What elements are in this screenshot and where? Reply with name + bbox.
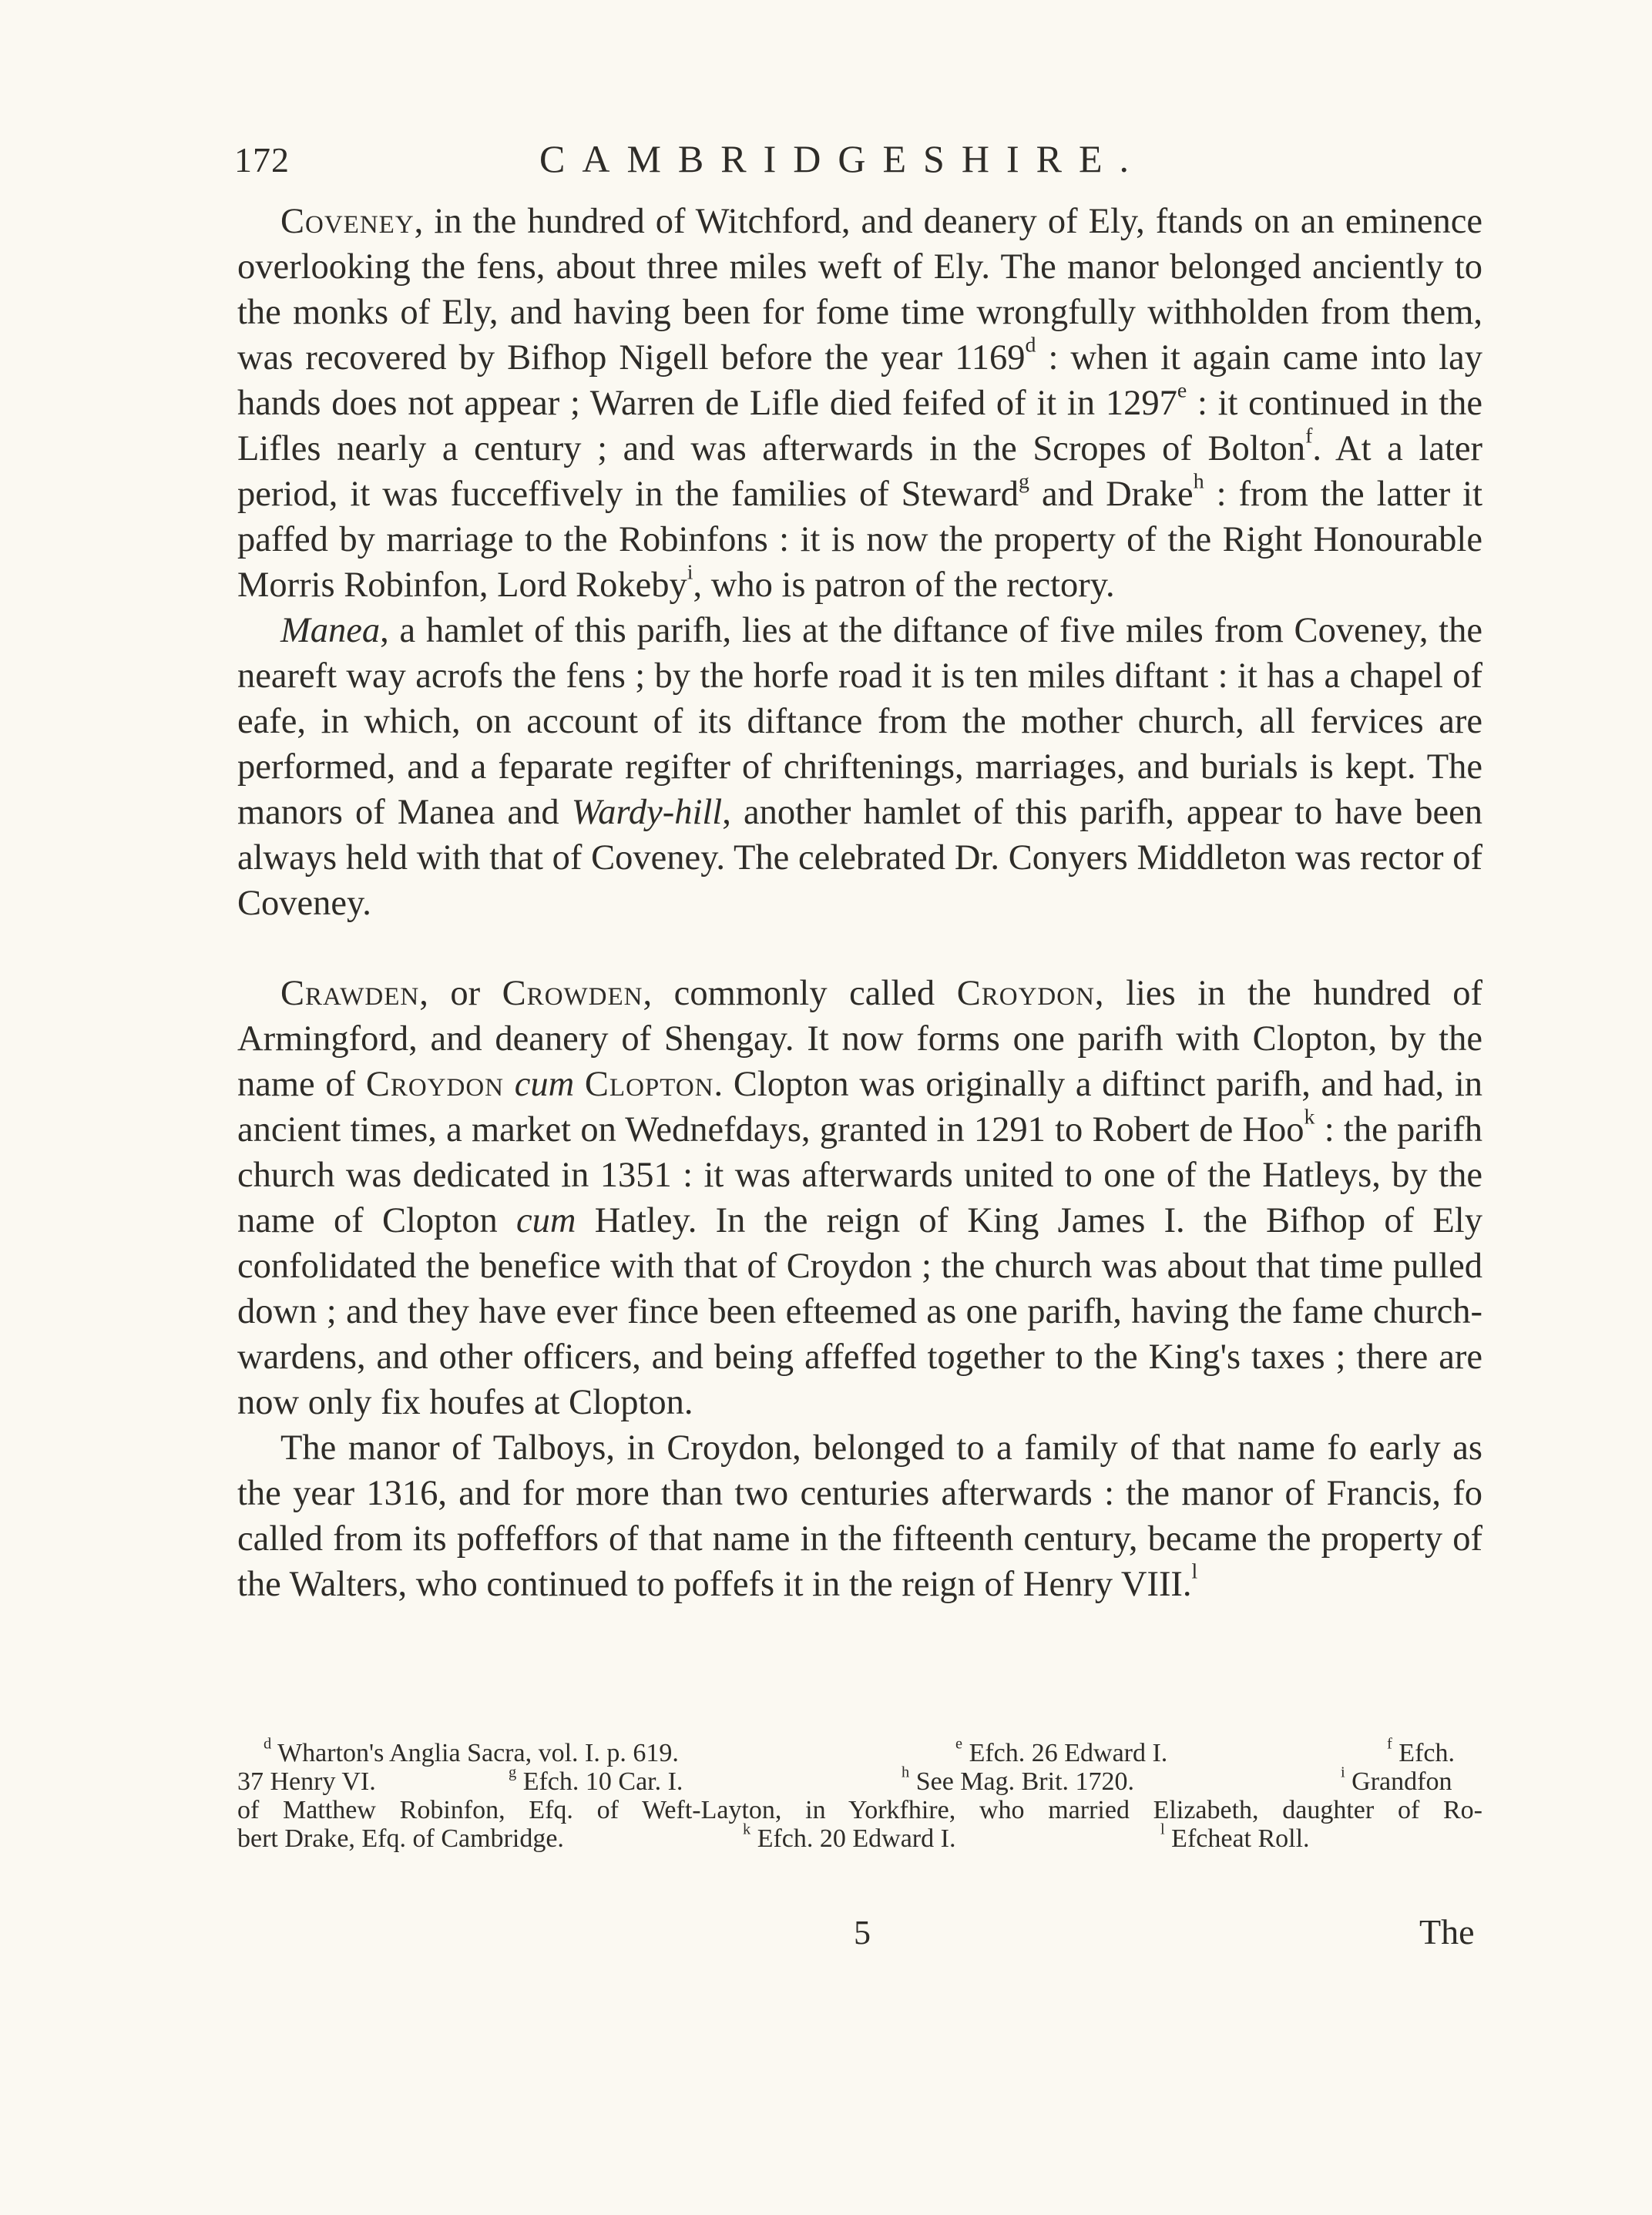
footnote-ref: k (1304, 1105, 1315, 1129)
catchword: The (1419, 1912, 1475, 1952)
place-name: Coveney (280, 202, 415, 241)
place-name: Wardy-hill (571, 793, 723, 832)
place-name: Crowden (502, 974, 643, 1013)
section-gap (237, 926, 1482, 971)
footnote-ref: h (1193, 469, 1204, 494)
signature-mark: 5 (854, 1914, 871, 1952)
footnote-ref: f (1305, 424, 1313, 448)
place-name: Croydon (956, 974, 1095, 1013)
running-head: CAMBRIDGESHIRE. (539, 137, 1146, 180)
footnote-l: $^l$ Efcheat Roll. (1160, 1821, 1310, 1853)
footnotes (237, 1735, 1482, 1853)
footnote-i: $^i$ Grandfon (1341, 1764, 1452, 1796)
footnote-k: $^k$ Efch. 20 Edward I. (743, 1821, 956, 1853)
place-name: Manea (280, 611, 381, 650)
paragraph-coveney: Coveney, in the hundred of Witchford, and deanery of Ely, ftands on an eminence overlooking the fens, about three miles weft of Ely. The manor belonged anciently to the monks of Ely, and having been for fome time wrongfully withholden from them, was recovered by Bifhop Nigell before the year 1169$^d$ : when it again came into lay hands does not appear ; Warren de Lifle died feifed of it in 1297e : it continued in the Lifles nearly a century ; and was afterwards in the Scropes of Bolton$^f$. At a later period, it was fucceffively in the families of Steward$^g$ and Drake$^h$ : from the latter it paffed by marriage to the Robinfons : it is now the property of the Right Honourable Morris Robinfon, Lord Rokeby$^i$, who is patron of the rectory. (237, 202, 1483, 605)
footnote-i-continued: of Matthew Robinfon, Efq. of Weft-Layton, in Yorkfhire, who married Elizabeth, daughter of Ro- (237, 1796, 1482, 1824)
paragraph-manea: Manea, a hamlet of this parifh, lies at the diftance of five miles from Coveney, the neareft way acrofs the fens ; by the horfe road it is ten miles diftant : it has a chapel of eafe, in which, on account of its diftance from the mother church, all fervices are performed, and a feparate regifter of chriftenings, marriages, and burials is kept. The manors of Manea and Wardy-hill, another hamlet of this parifh, appear to have been always held with that of Coveney. The celebrated Dr. Conyers Middleton was rector of Coveney. (237, 611, 1482, 923)
footnote-line (237, 1764, 1482, 1796)
footnote-line (237, 1735, 1482, 1767)
footnote-g: $^g$ Efch. 10 Car. I. (509, 1764, 683, 1796)
footnote-ref: e (1177, 378, 1187, 403)
paragraph-crawden: Crawden, or Crowden, commonly called Croydon, lies in the hundred of Armingford, and deanery of Shengay. It now forms one parifh with Clopton, by the name of Croydon cum Clopton. Clopton was originally a diftinct parifh, and had, in ancient times, a market on Wednefdays, granted in 1291 to Robert de Hoo$^k$ : the parifh church was dedicated in 1351 : it was afterwards united to one of the Hatleys, by the name of Clopton cum Hatley. In the reign of King James I. the Bifhop of Ely confolidated the benefice with that of Croydon ; the church was about that time pulled down ; and they have ever fince been efteemed as one parifh, having the fame church-wardens, and other officers, and being affeffed together to the King's taxes ; there are now only fix houfes at Clopton. (237, 974, 1483, 1422)
paragraph-talboys: The manor of Talboys, in Croydon, belonged to a family of that name fo early as the year 1316, and for more than two centuries afterwards : the manor of Francis, fo called from its poffeffors of that name in the fifteenth century, became the property of the Walters, who continued to poffefs it in the reign of Henry VIII.$^l$ (237, 1428, 1482, 1604)
footnote-i-end: bert Drake, Efq. of Cambridge. (237, 1824, 564, 1853)
footnote-ref: d (1025, 333, 1036, 357)
page-number: 172 (234, 140, 290, 180)
footnote-d: $^d$ Wharton's Anglia Sacra, vol. I. p. 619. (264, 1735, 679, 1767)
footnote-f-continued: 37 Henry VI. (237, 1767, 376, 1796)
footnote-ref: g (1019, 469, 1029, 494)
body-text (237, 199, 1482, 1607)
footnote-e: $^e$ Efch. 26 Edward I. (955, 1735, 1168, 1767)
footnote-line (237, 1821, 1482, 1853)
footnote-ref: i (687, 560, 693, 585)
footnote-h: $^h$ See Mag. Brit. 1720. (902, 1764, 1135, 1796)
place-name: Crawden (280, 974, 420, 1013)
footnote-f: $^f$ Efch. (1387, 1735, 1455, 1767)
footnote-ref: l (1191, 1559, 1198, 1584)
